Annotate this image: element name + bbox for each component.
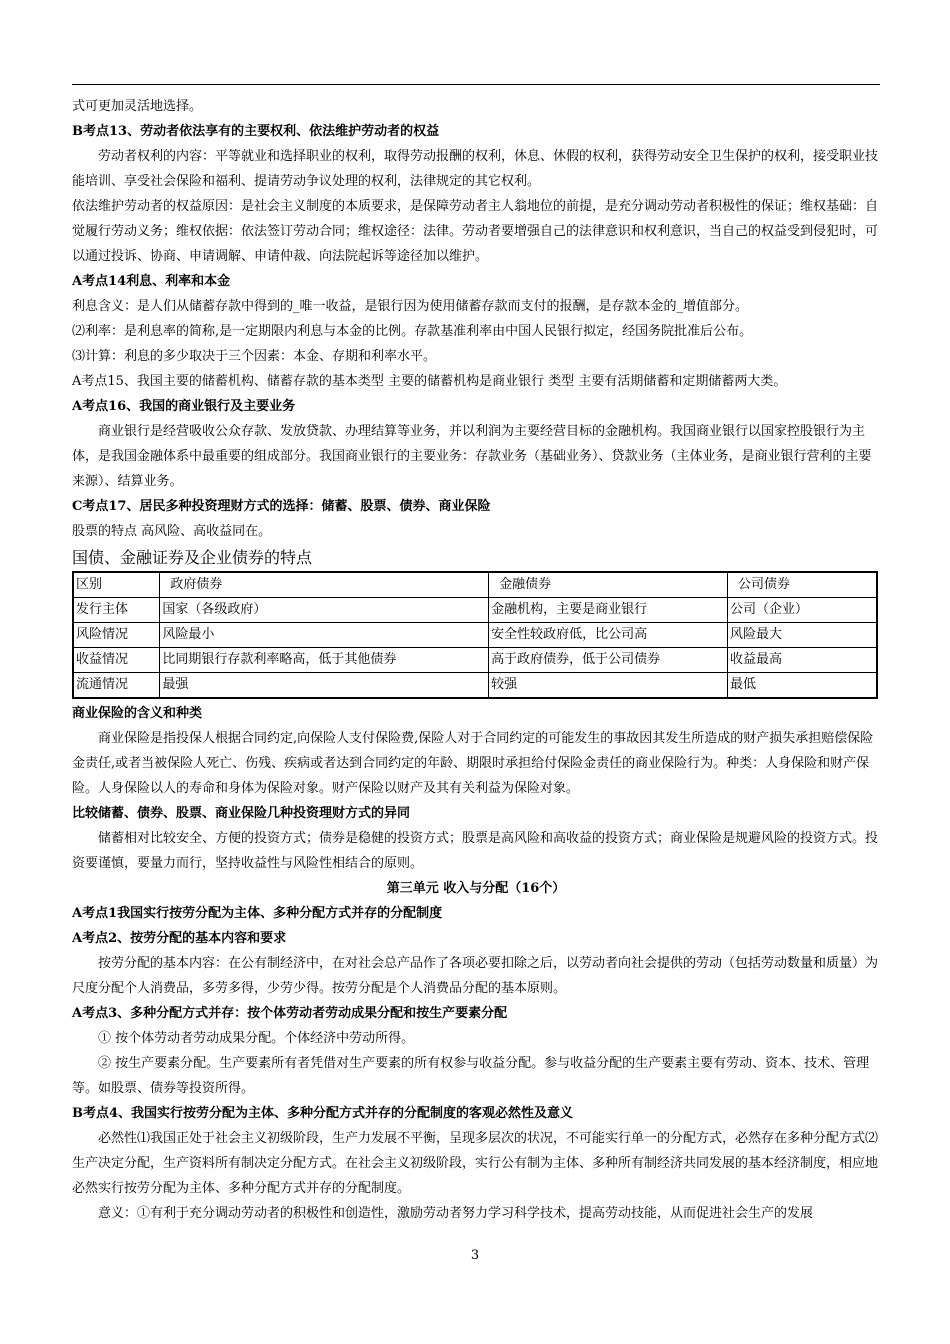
paragraph: 按劳分配的基本内容：在公有制经济中，在对社会总产品作了各项必要扣除之后，以劳动者向社会提供的劳动（包括劳动数量和质量）为尺度分配个人消费品，多劳多得，少劳少得。按劳分配是个人消费品分配的基本原则。	[72, 956, 879, 996]
table-cell: 高于政府债券，低于公司债券	[489, 648, 728, 673]
section-heading: A考点1我国实行按劳分配为主体、多种分配方式并存的分配制度	[72, 906, 443, 921]
paragraph: 商业保险是指投保人根据合同约定,向保险人支付保险费,保险人对于合同约定的可能发生的事故因其发生所造成的财产损失承担赔偿保险金责任,或者当被保险人死亡、伤残、疾病或者达到合同约定的年龄、期限时承担给付保险金责任的商业保险行为。种类：人身保险和财产保险。人身保险以人的寿命和身体为保险对象。财产保险以财产及其有关利益为保险对象。	[72, 731, 874, 796]
header-rule	[72, 84, 880, 85]
paragraph: 储蓄相对比较安全、方便的投资方式；债券是稳健的投资方式；股票是高风险和高收益的投资方式；商业保险是规避风险的投资方式。投资要谨慎，要量力而行，坚持收益性与风险性相结合的原则。	[72, 831, 879, 871]
table-row	[73, 673, 877, 699]
table-header-cell: 公司债券	[727, 572, 877, 598]
text-section-bottom	[72, 701, 880, 1226]
paragraph: 劳动者权利的内容：平等就业和选择职业的权利，取得劳动报酬的权利，休息、休假的权利，获得劳动安全卫生保护的权利，接受职业技能培训、享受社会保险和福利、提请劳动争议处理的权利，法律规定的其它权利。	[72, 149, 879, 189]
table-cell: 流通情况	[73, 673, 160, 699]
paragraph: 意义：①有利于充分调动劳动者的积极性和创造性，激励劳动者努力学习科学技术，提高劳动技能，从而促进社会生产的发展	[98, 1206, 814, 1221]
paragraph: A考点15、我国主要的储蓄机构、储蓄存款的基本类型 主要的储蓄机构是商业银行 类型 主要有活期储蓄和定期储蓄两大类。	[72, 374, 787, 389]
section-heading: 商业保险的含义和种类	[72, 706, 203, 721]
table-cell: 国家（各级政府）	[160, 598, 489, 623]
section-heading: 比较储蓄、债券、股票、商业保险几种投资理财方式的异同	[72, 806, 411, 821]
paragraph: ② 按生产要素分配。生产要素所有者凭借对生产要素的所有权参与收益分配。参与收益分配的生产要素主要有劳动、资本、技术、管理等。如股票、债券等投资所得。	[72, 1056, 870, 1096]
table-row	[73, 648, 877, 673]
paragraph: 必然性⑴我国正处于社会主义初级阶段，生产力发展不平衡，呈现多层次的状况，不可能实行单一的分配方式，必然存在多种分配方式⑵生产决定分配，生产资料所有制决定分配方式。在社会主义初级阶段，实行公有制为主体、多种所有制经济共同发展的基本经济制度，相应地必然实行按劳分配为主体、多种分配方式并存的分配制度。	[72, 1131, 879, 1196]
paragraph: 股票的特点 高风险、高收益同在。	[72, 524, 272, 539]
text-section-top	[72, 94, 880, 571]
table-header-cell: 区别	[73, 572, 160, 598]
table-cell: 比同期银行存款利率略高，低于其他债券	[160, 648, 489, 673]
paragraph: ① 按个体劳动者劳动成果分配。个体经济中劳动所得。	[98, 1031, 415, 1046]
table-row	[73, 623, 877, 648]
table-cell: 风险最小	[160, 623, 489, 648]
section-heading: B考点13、劳动者依法享有的主要权利、依法维护劳动者的权益	[72, 124, 440, 139]
paragraph: ⑶计算：利息的多少取决于三个因素：本金、存期和利率水平。	[72, 349, 437, 364]
table-cell: 安全性较政府低，比公司高	[489, 623, 728, 648]
page-content	[72, 94, 880, 1226]
table-cell: 收益最高	[727, 648, 877, 673]
paragraph: 依法维护劳动者的权益原因：是社会主义制度的本质要求，是保障劳动者主人翁地位的前提，是充分调动劳动者积极性的保证；维权基础：自觉履行劳动义务；维权依据：依法签订劳动合同；维权途径：法律。劳动者要增强自己的法律意识和权利意识，当自己的权益受到侵犯时，可以通过投诉、协商、申请调解、申请仲裁、向法院起诉等途径加以维护。	[72, 199, 879, 264]
table-cell: 公司（企业）	[727, 598, 877, 623]
table-cell: 最强	[160, 673, 489, 699]
table-cell: 风险情况	[73, 623, 160, 648]
section-heading: A考点3、多种分配方式并存：按个体劳动者劳动成果分配和按生产要素分配	[72, 1006, 508, 1021]
table-cell: 金融机构，主要是商业银行	[489, 598, 728, 623]
paragraph: 利息含义：是人们从储蓄存款中得到的_唯一收益，是银行因为使用储蓄存款而支付的报酬，是存款本金的_增值部分。	[72, 299, 749, 314]
section-heading: C考点17、居民多种投资理财方式的选择：储蓄、股票、债券、商业保险	[72, 499, 491, 514]
section-heading: A考点14利息、利率和本金	[72, 274, 231, 289]
section-heading: A考点2、按劳分配的基本内容和要求	[72, 931, 287, 946]
table-row	[73, 598, 877, 623]
table-cell: 发行主体	[73, 598, 160, 623]
table-header-row	[73, 572, 877, 598]
table-cell: 最低	[727, 673, 877, 699]
section-heading: B考点4、我国实行按劳分配为主体、多种分配方式并存的分配制度的客观必然性及意义	[72, 1106, 574, 1121]
table-header-cell: 金融债券	[489, 572, 728, 598]
paragraph: 式可更加灵活地选择。	[72, 99, 203, 114]
table-cell: 较强	[489, 673, 728, 699]
section-heading: A考点16、我国的商业银行及主要业务	[72, 399, 296, 414]
paragraph: ⑵利率：是利息率的简称,是一定期限内利息与本金的比例。存款基准利率由中国人民银行拟定，经国务院批准后公布。	[72, 324, 753, 339]
page-number: 3	[470, 1248, 480, 1263]
section-heading: 第三单元 收入与分配（16个）	[386, 881, 566, 896]
bond-comparison-table	[72, 571, 878, 699]
paragraph: 商业银行是经营吸收公众存款、发放贷款、办理结算等业务，并以利润为主要经营目标的金融机构。我国商业银行以国家控股银行为主体，是我国金融体系中最重要的组成部分。我国商业银行的主要业务：存款业务（基础业务）、贷款业务（主体业务，是商业银行营利的主要来源）、结算业务。	[72, 424, 872, 489]
section-heading: 国债、金融证券及企业债券的特点	[72, 548, 313, 567]
table-cell: 收益情况	[73, 648, 160, 673]
table-cell: 风险最大	[727, 623, 877, 648]
table-header-cell: 政府债券	[160, 572, 489, 598]
